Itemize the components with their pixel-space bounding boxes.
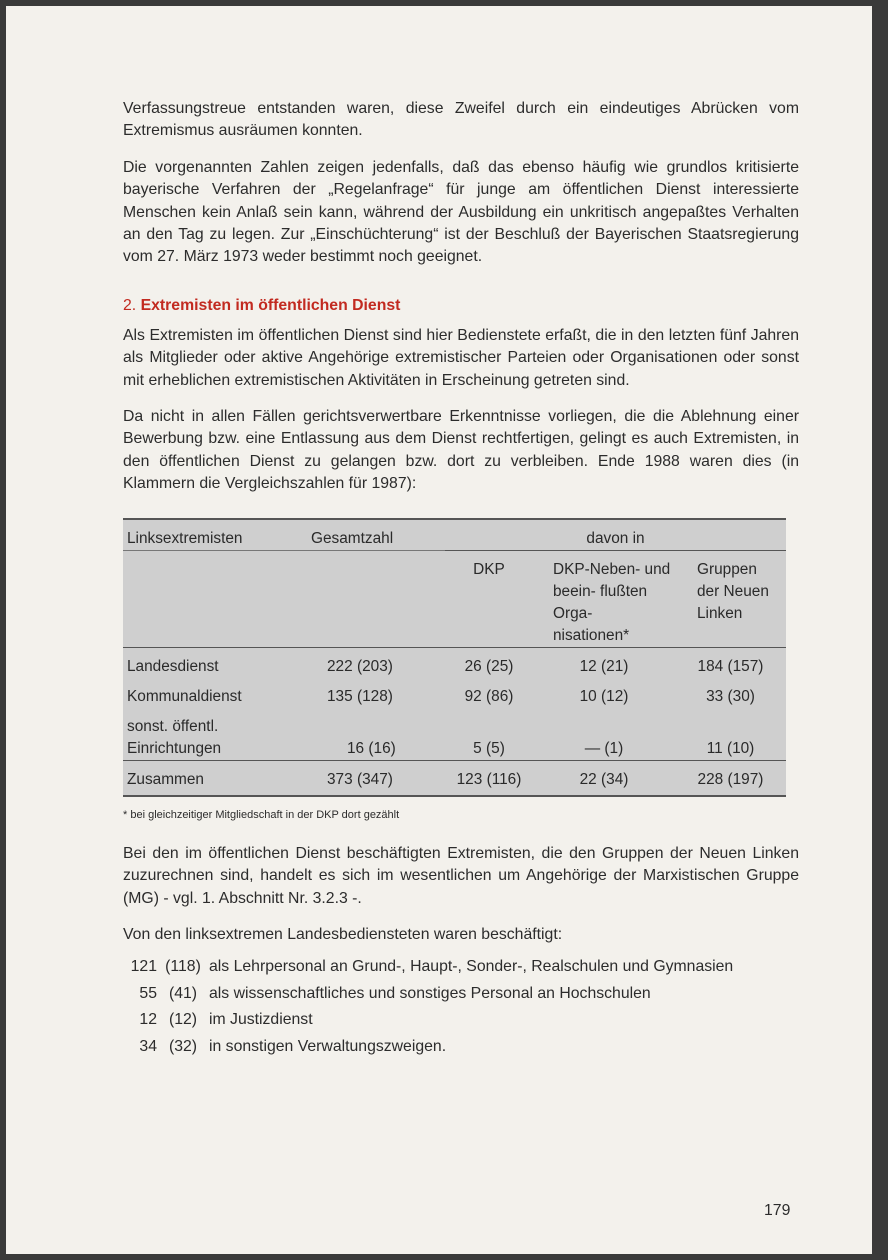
total-dkp: 123 (116) — [456, 770, 522, 788]
paragraph: Die vorgenannten Zahlen zeigen jedenfalls, daß das ebenso häufig wie grundlos kritisierte bayerische Verfahren der „Regelanfrage“ für junge am öffentlichen Dienst interessierte Menschen kein Anlaß sein kann, während der Ausbildung ein unkritisch angepaßtes Verhalten an den Tag zu legen. Zur „Einschüchterung“ ist der Beschluß der Bayerischen Staatsregierung vom 27. März 1973 weder bestimmt noch geeignet. — [123, 158, 799, 266]
employment-list — [123, 956, 799, 1058]
row-neben: 10 (12) — [579, 687, 629, 705]
paragraph: Von den linksextremen Landesbediensteten waren beschäftigt: — [123, 925, 563, 943]
paragraph: Verfassungstreue entstanden waren, diese Zweifel durch ein eindeutiges Abrücken vom Extremismus ausräumen konnten. — [123, 100, 799, 140]
row-dkp: 5 (5) — [473, 739, 505, 757]
page-number: 179 — [764, 1202, 791, 1219]
list-item — [123, 1009, 799, 1031]
section-title: Extremisten im öffentlichen Dienst — [140, 296, 401, 314]
list-text: als Lehrpersonal an Grund-, Haupt-, Sonder-, Realschulen und Gymnasien — [209, 958, 734, 976]
table-subheader-neben: DKP-Neben- und beein- flußten Orga- nisationen* — [533, 550, 675, 647]
table-row — [123, 708, 786, 761]
list-item — [123, 1036, 799, 1058]
row-total: 135 (128) — [327, 687, 393, 705]
table-header-total: Gesamtzahl — [311, 529, 394, 547]
list-count: 34 — [139, 1037, 157, 1055]
row-dkp: 26 (25) — [464, 657, 514, 675]
total-label: Zusammen — [127, 770, 204, 788]
table-footnote: * bei gleichzeitiger Mitgliedschaft in der DKP dort gezählt — [123, 808, 400, 821]
section-number: 2. — [123, 296, 137, 314]
list-text: im Justizdienst — [209, 1011, 313, 1029]
table-row — [123, 647, 786, 678]
total-neue: 228 (197) — [697, 770, 764, 788]
document-page — [6, 6, 872, 1254]
table-total-row — [123, 760, 786, 796]
list-text: in sonstigen Verwaltungszweigen. — [209, 1037, 447, 1055]
table-row — [123, 678, 786, 708]
table-subheader-neue: Gruppen der Neuen Linken — [675, 550, 786, 647]
row-label: sonst. öffentl. Einrichtungen — [127, 717, 222, 757]
list-item — [123, 956, 799, 978]
list-prev-count: (41) — [168, 984, 198, 1002]
section-heading — [123, 295, 799, 317]
row-neue: 33 (30) — [706, 687, 755, 705]
row-neue: 184 (157) — [697, 657, 764, 675]
row-neue: 11 (10) — [706, 739, 755, 757]
page-content — [123, 98, 799, 1062]
list-prev-count: (32) — [168, 1037, 198, 1055]
row-total: 16 (16) — [347, 739, 396, 757]
list-count: 12 — [139, 1011, 157, 1029]
statistics-table — [123, 518, 786, 797]
paragraph: Da nicht in allen Fällen gerichtsverwertbare Erkenntnisse vorliegen, die die Ablehnung einer Bewerbung bzw. eine Entlassung aus dem Dienst rechtfertigen, gelingt es auch Extremisten, in den öffentlichen Dienst zu gelangen bzw. dort zu verbleiben. Ende 1988 waren dies (in Klammern die Vergleichszahlen für 1987): — [123, 408, 799, 493]
total-value: 373 (347) — [327, 770, 393, 788]
list-prev-count: (118) — [165, 958, 201, 976]
list-prev-count: (12) — [168, 1011, 198, 1029]
paragraph: Als Extremisten im öffentlichen Dienst sind hier Bedienstete erfaßt, die in den letzten fünf Jahren als Mitglieder oder aktive Angehörige extremistischer Parteien oder Organisationen oder sonst mit erheblichen extremistischen Aktivitäten in Erscheinung getreten sind. — [123, 326, 799, 389]
row-label: Kommunaldienst — [127, 687, 242, 705]
row-dkp: 92 (86) — [464, 687, 514, 705]
list-text: als wissenschaftliches und sonstiges Personal an Hochschulen — [209, 984, 651, 1002]
total-neben: 22 (34) — [579, 770, 629, 788]
table-header-group: davon in — [586, 529, 645, 547]
row-total: 222 (203) — [327, 657, 393, 675]
list-count: 55 — [139, 984, 157, 1002]
paragraph: Bei den im öffentlichen Dienst beschäftigten Extremisten, die den Gruppen der Neuen Linken zuzurechnen sind, handelt es sich im wesentlichen um Angehörige der Marxistischen Gruppe (MG) - vgl. 1. Abschnitt Nr. 3.2.3 -. — [123, 844, 799, 907]
list-count: 121 — [130, 958, 157, 976]
row-neben: 12 (21) — [579, 657, 629, 675]
row-label: Landesdienst — [127, 657, 219, 675]
row-neben: — (1) — [584, 739, 624, 757]
table-header-label: Linksextremisten — [127, 529, 243, 547]
table-subheader-dkp: DKP — [445, 550, 533, 647]
list-item — [123, 983, 799, 1005]
